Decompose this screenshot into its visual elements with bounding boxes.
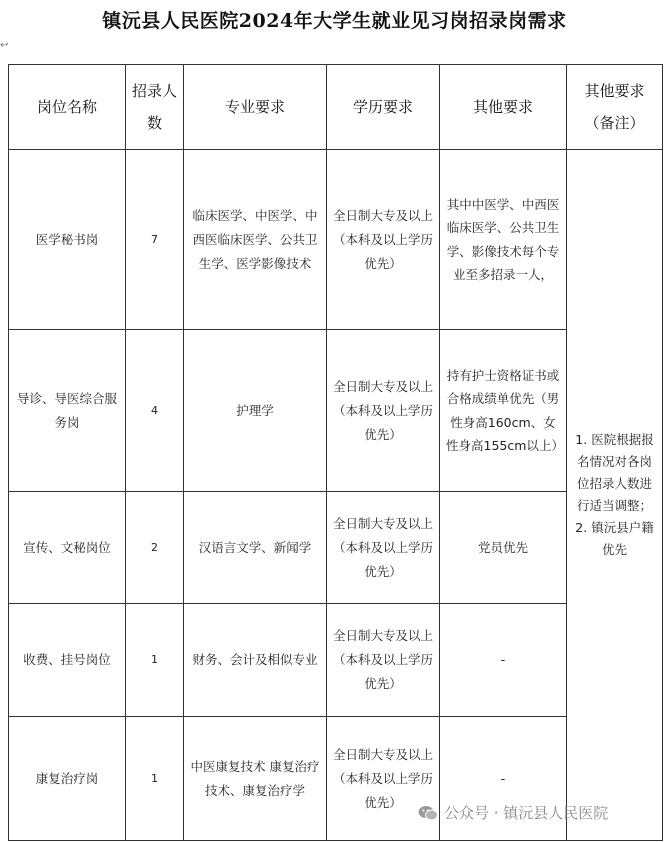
cell-other: - xyxy=(440,717,567,841)
cell-position: 医学秘书岗 xyxy=(9,150,126,330)
cell-major: 汉语言文学、新闻学 xyxy=(184,492,327,604)
cell-count: 1 xyxy=(126,717,184,841)
cell-count: 2 xyxy=(126,492,184,604)
cell-other: 党员优先 xyxy=(440,492,567,604)
table-row xyxy=(9,492,663,604)
cell-other: - xyxy=(440,604,567,717)
header-education: 学历要求 xyxy=(327,65,440,150)
header-row xyxy=(9,65,663,150)
header-count: 招录人数 xyxy=(126,65,184,150)
table-row xyxy=(9,330,663,492)
cell-education: 全日制大专及以上（本科及以上学历优先） xyxy=(327,492,440,604)
header-major: 专业要求 xyxy=(184,65,327,150)
cell-major: 临床医学、中医学、中西医临床医学、公共卫生学、医学影像技术 xyxy=(184,150,327,330)
cell-major: 财务、会计及相似专业 xyxy=(184,604,327,717)
cell-major: 护理学 xyxy=(184,330,327,492)
table-row xyxy=(9,604,663,717)
cell-position: 宣传、文秘岗位 xyxy=(9,492,126,604)
paragraph-mark: ↩ xyxy=(0,40,9,51)
cell-count: 1 xyxy=(126,604,184,717)
cell-position: 导诊、导医综合服务岗 xyxy=(9,330,126,492)
watermark-text: 公众号 · 镇沅县人民医院 xyxy=(444,804,609,822)
page-title: 镇沅县人民医院2024年大学生就业见习岗招录岗需求 xyxy=(102,10,567,32)
cell-major: 中医康复技术 康复治疗技术、康复治疗学 xyxy=(184,717,327,841)
cell-count: 4 xyxy=(126,330,184,492)
cell-education: 全日制大专及以上（本科及以上学历优先） xyxy=(327,604,440,717)
requirements-table xyxy=(8,64,663,841)
cell-other: 持有护士资格证书或合格成绩单优先（男性身高160cm、女性身高155cm以上） xyxy=(440,330,567,492)
cell-other: 其中中医学、中西医临床医学、公共卫生学、影像技术每个专业至多招录一人， xyxy=(440,150,567,330)
cell-count: 7 xyxy=(126,150,184,330)
cell-position: 收费、挂号岗位 xyxy=(9,604,126,717)
cell-position: 康复治疗岗 xyxy=(9,717,126,841)
cell-education: 全日制大专及以上（本科及以上学历优先） xyxy=(327,150,440,330)
remark-item-2: 2. 镇沅县户籍优先 xyxy=(575,520,654,557)
wechat-icon xyxy=(418,805,438,821)
header-position: 岗位名称 xyxy=(9,65,126,150)
cell-education: 全日制大专及以上（本科及以上学历优先） xyxy=(327,330,440,492)
header-remarks: 其他要求（备注） xyxy=(567,65,663,150)
header-other: 其他要求 xyxy=(440,65,567,150)
cell-education: 全日制大专及以上（本科及以上学历优先） xyxy=(327,717,440,841)
remark-item-1: 1. 医院根据报名情况对各岗位招录人数进行适当调整； xyxy=(575,432,654,513)
watermark xyxy=(418,802,608,823)
cell-remarks xyxy=(567,150,663,841)
table-row xyxy=(9,150,663,330)
